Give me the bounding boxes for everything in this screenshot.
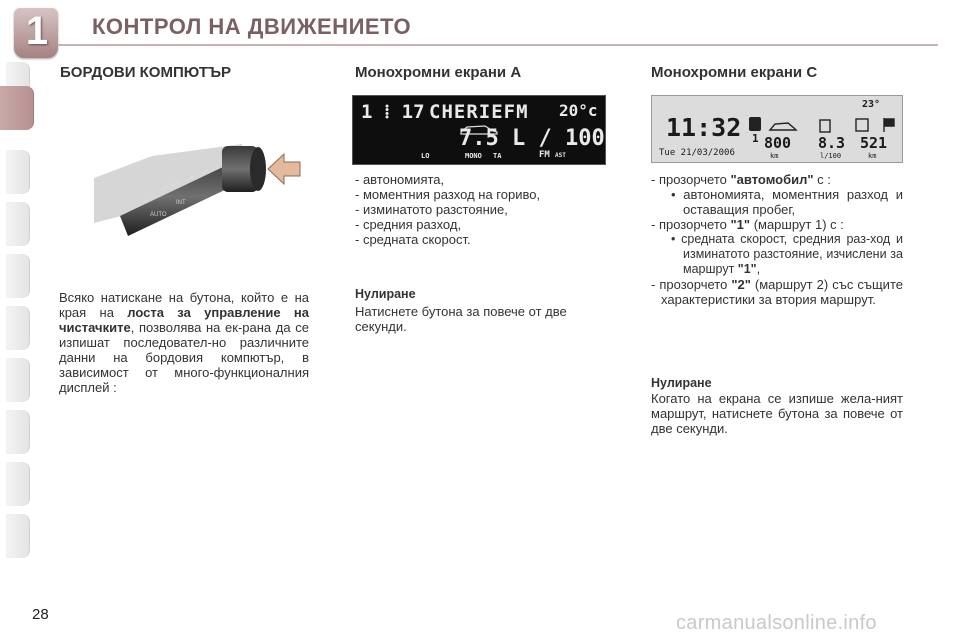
monochrome-display-c — [651, 95, 903, 163]
svg-text:AUTO: AUTO — [150, 212, 167, 218]
display-a-mono: MONO — [465, 152, 482, 160]
display-c-unit-2: l/100 — [820, 152, 842, 160]
display-c-value-3: 521 — [860, 134, 888, 152]
display-a-lo: LO — [421, 152, 430, 160]
display-c-value-2: 8.3 — [818, 134, 846, 152]
display-a-station: CHERIEFM — [429, 101, 529, 123]
display-a-temp: 20°c — [559, 101, 598, 120]
reset-heading-c: Нулиране — [651, 376, 712, 390]
chapter-tab[interactable] — [6, 514, 30, 558]
display-c-time: 11:32 — [666, 113, 742, 142]
watermark: carmanualsonline.info — [676, 612, 877, 634]
list-item: • автономията, моментния разход и оставащия пробег, — [671, 187, 903, 217]
page-number: 28 — [32, 606, 49, 623]
display-c-value-1: 800 — [764, 134, 792, 152]
trip-icons — [766, 116, 896, 134]
chapter-tab[interactable] — [6, 358, 30, 402]
section-heading-screen-c: Монохромни екрани C — [651, 64, 818, 81]
display-a-fm: FM — [539, 150, 550, 160]
list-item: • средната скорост, средния раз-ход и изминатото разстояние, изчислени за маршрут "1", — [671, 232, 903, 276]
display-c-tab: 1 — [752, 132, 759, 145]
svg-text:INT: INT — [176, 200, 186, 206]
header-divider — [58, 44, 938, 46]
list-item: - моментния разход на гориво, — [355, 187, 541, 202]
display-a-ta: TA — [493, 152, 502, 160]
reset-text-a: Натиснете бутона за повече от две секунди. — [355, 304, 567, 334]
display-a-ast: AST — [555, 152, 566, 159]
list-item: - автономията, — [355, 172, 445, 187]
display-a-consumption: 7.5 L / 100 — [459, 126, 605, 151]
chapter-number: 1 — [25, 9, 49, 53]
wiper-stalk-paragraph: Всяко натискане на бутона, който е на края на лоста за управление на чистачките, позволява на ек-рана да се изпишат последовател-но различните данни на бордовия компютър, в зависимост от много-функционалния дисплей : — [59, 290, 309, 395]
reset-heading-a: Нулиране — [355, 287, 416, 301]
section-heading-trip-computer: БОРДОВИ КОМПЮТЪР — [60, 64, 232, 81]
chapter-tab[interactable] — [6, 202, 30, 246]
chapter-tab[interactable] — [6, 254, 30, 298]
list-item: - прозорчето "2" (маршрут 2) със същите характеристики за втория маршрут. — [651, 277, 903, 307]
display-c-temp: 23° — [862, 99, 881, 110]
list-item: - изминатото разстояние, — [355, 202, 508, 217]
chapter-tab[interactable] — [6, 462, 30, 506]
list-item: - прозорчето "1" (маршрут 1) с : — [651, 217, 844, 232]
chapter-tab-active[interactable] — [0, 86, 34, 130]
wiper-stalk-illustration — [92, 138, 302, 238]
page-header — [0, 0, 960, 56]
display-c-unit-3: km — [868, 152, 877, 160]
chapter-tabs — [0, 62, 34, 582]
arrow-icon — [268, 154, 300, 184]
screen-a-list — [355, 172, 605, 247]
display-c-date: Tue 21/03/2006 — [659, 148, 735, 158]
reset-text-c: Когато на екрана се изпише жела-ният маршрут, натиснете бутона за повече от две секунди. — [651, 391, 903, 436]
chapter-tab[interactable] — [6, 410, 30, 454]
monochrome-display-a — [352, 95, 606, 165]
chapter-tab[interactable] — [6, 306, 30, 350]
chapter-tab[interactable] — [6, 150, 30, 194]
vehicle-tab-icon — [749, 117, 761, 131]
page-title: КОНТРОЛ НА ДВИЖЕНИЕТО — [92, 14, 412, 39]
display-c-unit-1: km — [770, 152, 779, 160]
display-a-time: 1 ⁞ 17 — [361, 101, 425, 123]
list-item: - средната скорост. — [355, 232, 471, 247]
list-item: - прозорчето "автомобил" с : — [651, 172, 831, 187]
screen-c-list — [651, 172, 903, 307]
list-item: - средния разход, — [355, 217, 462, 232]
section-heading-screen-a: Монохромни екрани A — [355, 64, 522, 81]
